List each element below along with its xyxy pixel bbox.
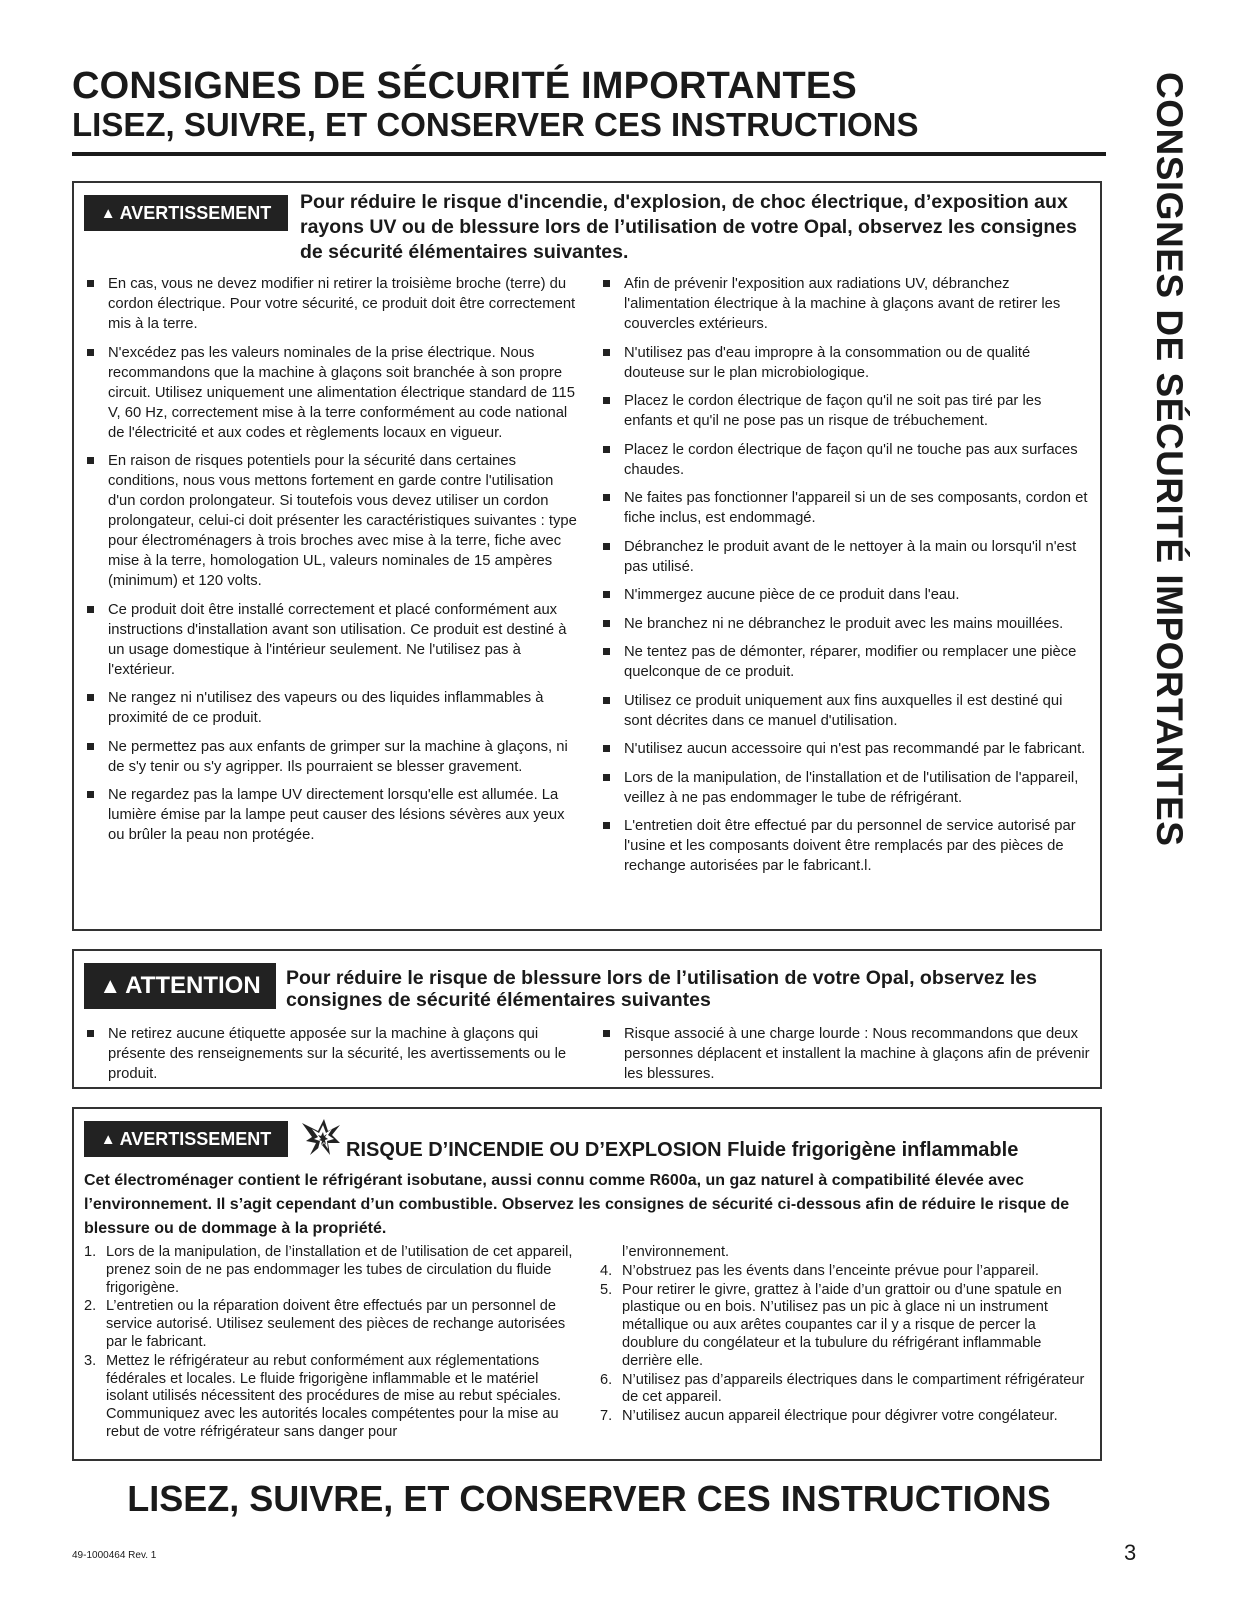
attention-badge-label: ATTENTION (125, 972, 261, 999)
numbered-item (600, 1282, 1094, 1371)
warning-badge (84, 195, 288, 231)
warning-right-column (602, 274, 1092, 885)
item-number: 1. (84, 1244, 97, 1260)
list-item: Débranchez le produit avant de le nettoyer à la main ou lorsqu'il n'est pas utilisé. (602, 537, 1092, 577)
refrigerant-left-column (84, 1244, 582, 1443)
warning-left-column (86, 274, 582, 854)
attention-right-list (602, 1024, 1092, 1084)
refrigerant-warning-badge (84, 1121, 288, 1157)
refrigerant-warning-box (72, 1107, 1102, 1461)
warning-triangle-icon: ▲ (99, 973, 122, 998)
list-item: Ce produit doit être installé correctement et placé conformément aux instructions d'installation avant son utilisation. Ce produit est destiné à un usage domestique à l'intérieur seulement. Ne l'utilisez pas à l'extérieur. (86, 600, 582, 680)
list-item: Ne branchez ni ne débranchez le produit avec les mains mouillées. (602, 614, 1092, 634)
list-item: Utilisez ce produit uniquement aux fins auxquelles il est destiné qui sont décrites dans ce manuel d'utilisation. (602, 691, 1092, 731)
page-header (72, 66, 1106, 144)
item-text: N’obstruez pas les évents dans l’enceinte prévue pour l’appareil. (622, 1262, 1039, 1279)
numbered-item (84, 1298, 582, 1351)
list-item: En raison de risques potentiels pour la sécurité dans certaines conditions, nous vous mettons fortement en garde contre l'utilisation d'un cordon prolongateur. Si toutefois vous devez utiliser un cordon prolongateur, celui-ci doit présenter les caractéristiques suivantes : type pour électroménagers à trois broches avec mise à la terre, fiche avec mise à la terre, homologation UL, valeurs nominales de 15 ampères (minimum) et 120 volts. (86, 451, 582, 591)
numbered-item (84, 1353, 582, 1442)
list-item: Afin de prévenir l'exposition aux radiations UV, débranchez l'alimentation électrique à la machine à glaçons avant de retirer les couvercles extérieurs. (602, 274, 1092, 334)
refrigerant-right-list (600, 1263, 1094, 1426)
item-text: N’utilisez aucun appareil électrique pour dégivrer votre congélateur. (622, 1408, 1058, 1425)
item-text: L’entretien ou la réparation doivent être effectués par un personnel de service autorisé. Utilisez seulement des pièces de rechange autorisées par le fabricant. (106, 1298, 566, 1350)
list-item: Ne rangez ni n'utilisez des vapeurs ou des liquides inflammables à proximité de ce produit. (86, 688, 582, 728)
warning-badge-label: AVERTISSEMENT (119, 202, 272, 223)
page-number: 3 (1124, 1540, 1137, 1565)
refrigerant-intro: Cet électroménager contient le réfrigérant isobutane, aussi connu comme R600a, un gaz naturel à compatibilité élevée avec l’environnement. Il s’agit cependant d’un combustible. Observez les consignes de sécurité ci-dessous afin de réduire le risque de blessure ou de dommage à la propriété. (84, 1172, 1070, 1237)
list-item: Lors de la manipulation, de l'installation et de l'utilisation de l'appareil, veillez à ne pas endommager le tube de réfrigérant. (602, 768, 1092, 808)
page-subtitle: LISEZ, SUIVRE, ET CONSERVER CES INSTRUCTIONS (72, 106, 919, 143)
list-item: Ne regardez pas la lampe UV directement lorsqu'elle est allumée. La lumière émise par la lampe peut causer des lésions sévères aux yeux ou brûler la peau non protégée. (86, 785, 582, 845)
list-item: Ne faites pas fonctionner l'appareil si un de ses composants, cordon et fiche inclus, est endommagé. (602, 488, 1092, 528)
refrigerant-left-list (84, 1244, 582, 1442)
list-item: Ne retirez aucune étiquette apposée sur la machine à glaçons qui présente des renseignements sur la sécurité, les avertissements ou le produit. (86, 1024, 582, 1084)
item-number: 5. (600, 1281, 613, 1298)
attention-intro: Pour réduire le risque de blessure lors de l’utilisation de votre Opal, observez les consignes de sécurité élémentaires suivantes (286, 967, 1037, 1011)
list-item: Ne tentez pas de démonter, réparer, modifier ou remplacer une pièce quelconque de ce produit. (602, 642, 1092, 682)
risk-title: RISQUE D’INCENDIE OU D’EXPLOSION Fluide frigorigène inflammable (346, 1139, 1019, 1161)
list-item: En cas, vous ne devez modifier ni retirer la troisième broche (terre) du cordon électrique. Pour votre sécurité, ce produit doit être correctement mis à la terre. (86, 274, 582, 334)
item-number: 3. (84, 1352, 97, 1369)
footer-title: LISEZ, SUIVRE, ET CONSERVER CES INSTRUCTIONS (127, 1478, 1051, 1519)
refrigerant-badge-label: AVERTISSEMENT (119, 1128, 272, 1149)
item-text: Lors de la manipulation, de l’installation et de l’utilisation de cet appareil, prenez soin de ne pas endommager les tubes de circulation du fluide frigorigène. (106, 1244, 573, 1296)
item-text: N’utilisez pas d’appareils électriques dans le compartiment réfrigérateur de cet appareil. (622, 1371, 1085, 1406)
page-title: CONSIGNES DE SÉCURITÉ IMPORTANTES (72, 65, 857, 107)
attention-right-column (602, 1024, 1092, 1093)
list-item: N'utilisez pas d'eau impropre à la consommation ou de qualité douteuse sur le plan microbiologique. (602, 343, 1092, 383)
list-item: N'immergez aucune pièce de ce produit dans l'eau. (602, 585, 1092, 605)
attention-left-list (86, 1024, 582, 1084)
warning-box (72, 181, 1102, 931)
item-number: 7. (600, 1408, 613, 1425)
item-number: 6. (600, 1371, 613, 1388)
warning-triangle-icon: ▲ (100, 1130, 116, 1148)
numbered-item (84, 1244, 582, 1297)
side-tab (1130, 72, 1200, 902)
refrigerant-right-column (600, 1244, 1094, 1427)
fire-explosion-icon (300, 1117, 342, 1157)
numbered-item (600, 1263, 1094, 1281)
item-number: 2. (84, 1298, 97, 1315)
list-item: Risque associé à une charge lourde : Nous recommandons que deux personnes déplacent et installent la machine à glaçons afin de prévenir les blessures. (602, 1024, 1092, 1084)
list-item: N'utilisez aucun accessoire qui n'est pas recommandé par le fabricant. (602, 739, 1092, 759)
attention-left-column (86, 1024, 582, 1093)
header-divider (72, 152, 1106, 156)
list-item: Placez le cordon électrique de façon qu'il ne touche pas aux surfaces chaudes. (602, 440, 1092, 480)
warning-left-list (86, 274, 582, 845)
item-number: 4. (600, 1262, 613, 1279)
warning-right-list (602, 274, 1092, 876)
list-item: L'entretien doit être effectué par du personnel de service autorisé par l'usine et les composants doivent être remplacés par des pièces de rechange autorisées par le fabricant.l. (602, 816, 1092, 876)
list-item: Ne permettez pas aux enfants de grimper sur la machine à glaçons, ni de s'y tenir ou s'y agripper. Ils pourraient se blesser gravement. (86, 737, 582, 777)
attention-box (72, 949, 1102, 1089)
document-number: 49-1000464 Rev. 1 (72, 1550, 157, 1561)
item-text: Mettez le réfrigérateur au rebut conformément aux réglementations fédérales et locales. Le fluide frigorigène inflammable et le matériel isolant utilisés nécessitent des procédures de mise au rebut spéciales. Communiquez avec les autorités locales compétentes pour la mise au rebut de votre réfrigérateur sans danger pour (106, 1352, 562, 1440)
item-text: Pour retirer le givre, grattez à l’aide d’un grattoir ou d’une spatule en plastique ou en bois. N’utilisez pas un pic à glace ni un instrument métallique ou aux arêtes coupantes car il y a risque de percer la doublure du congélateur et la tubulure du réfrigérant inflammable derrière elle. (622, 1281, 1062, 1369)
left-continuation: l’environnement. (622, 1244, 730, 1260)
warning-intro: Pour réduire le risque d'incendie, d'explosion, de choc électrique, d’exposition aux rayons UV ou de blessure lors de l’utilisation de votre Opal, observez les consignes de sécurité élémentaires suivantes. (300, 191, 1077, 263)
attention-badge (84, 963, 276, 1009)
side-tab-title: CONSIGNES DE SÉCURITÉ IMPORTANTES (1149, 72, 1190, 847)
list-item: Placez le cordon électrique de façon qu'il ne soit pas tiré par les enfants et qu'il ne pose pas un risque de trébuchement. (602, 391, 1092, 431)
numbered-item (600, 1408, 1094, 1426)
numbered-item (600, 1372, 1094, 1408)
list-item: N'excédez pas les valeurs nominales de la prise électrique. Nous recommandons que la machine à glaçons soit branchée à son propre circuit. Utilisez uniquement une alimentation électrique standard de 115 V, 60 Hz, correctement mise à la terre conformément au code national de l'électricité et aux codes et règlements locaux en vigueur. (86, 343, 582, 443)
warning-triangle-icon: ▲ (100, 204, 116, 222)
